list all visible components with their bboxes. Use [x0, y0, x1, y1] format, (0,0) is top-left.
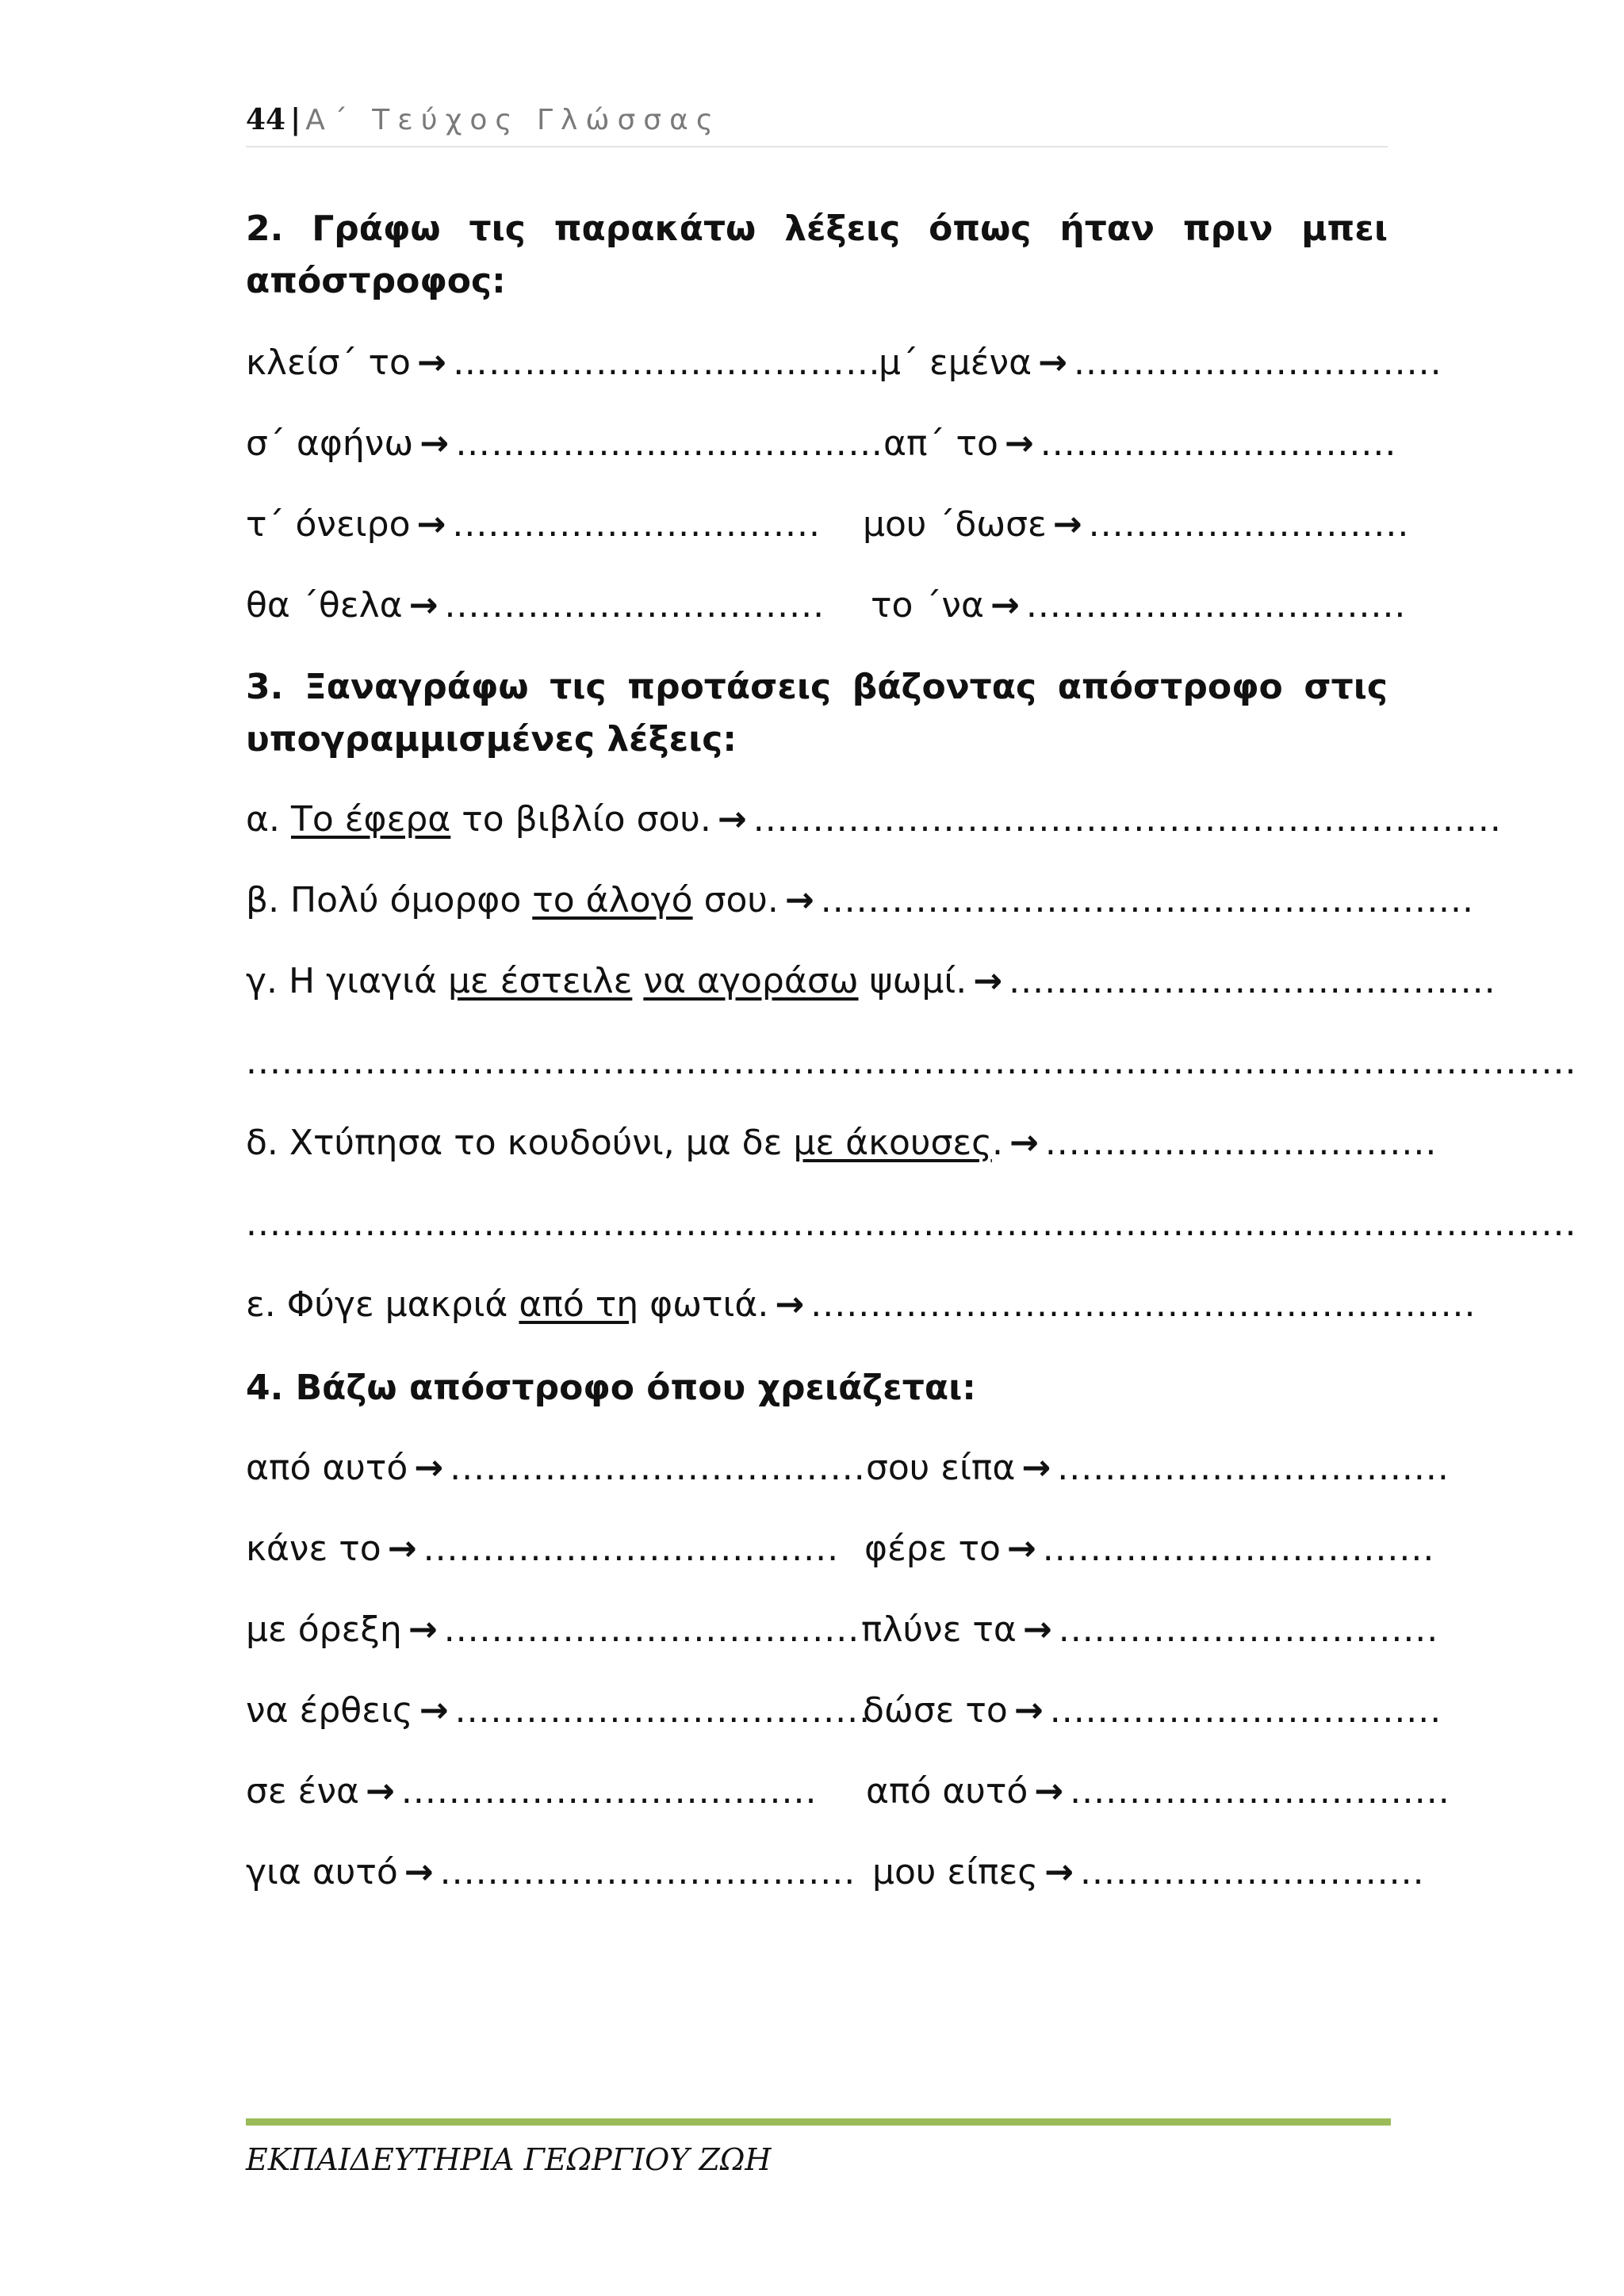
header-title: Α΄ Τεύχος Γλώσσας [305, 104, 721, 136]
ex4-item-12 [872, 1849, 1425, 1896]
ex4-item-2 [866, 1445, 1450, 1492]
exercise-3-title: 3. Ξαναγράφω τις προτάσεις βάζοντας απόστροφο στις υπογραμμισμένες λέξεις: [246, 667, 1388, 760]
ex3-sentence-a [246, 796, 1502, 844]
ex4-word: με όρεξη [246, 1609, 402, 1650]
ex4-item-7 [246, 1687, 871, 1735]
ex2-item-3 [246, 420, 883, 468]
ex4-item-10 [866, 1768, 1450, 1816]
arrow-icon: → [1052, 504, 1082, 545]
ex3-sentence-d [246, 1119, 1437, 1167]
ex4-item-1 [246, 1445, 866, 1492]
ex4-word: πλύνε τα [861, 1609, 1017, 1650]
ex4-item-5 [246, 1606, 860, 1654]
arrow-icon: → [1021, 1448, 1051, 1488]
sentence-text: το βιβλίο σου. [450, 799, 711, 840]
ex4-item-8 [863, 1687, 1442, 1735]
ex3-sentence-c [246, 958, 1496, 1005]
answer-blank[interactable]: ……………………………… [455, 423, 884, 464]
ex4-word: από αυτό [866, 1771, 1028, 1812]
answer-blank[interactable]: ................................... [439, 1852, 856, 1892]
ex2-word: μου ΄δωσε [863, 504, 1047, 545]
arrow-icon: → [414, 1448, 444, 1488]
sentence-text: γ. Η γιαγιά [246, 961, 448, 1001]
ex4-item-11 [246, 1849, 856, 1896]
arrow-icon: → [416, 504, 446, 545]
ex4-word: δώσε το [863, 1690, 1008, 1731]
page-number: 44 [246, 103, 286, 136]
arrow-icon: → [419, 423, 450, 464]
underlined-word: Το έφερα [290, 799, 451, 840]
answer-blank[interactable]: ................................ [1025, 585, 1407, 626]
sentence-text: ε. Φύγε μακριά [246, 1284, 519, 1325]
answer-blank[interactable]: ................................... [423, 1529, 840, 1569]
answer-blank[interactable]: ................................. [1057, 1448, 1450, 1488]
ex4-word: σου είπα [866, 1448, 1016, 1488]
arrow-icon: → [717, 799, 747, 840]
ex2-item-5 [246, 501, 821, 549]
ex3-sentence-d-continuation [246, 1200, 1576, 1248]
arrow-icon: → [416, 342, 446, 383]
answer-blank[interactable]: ……………………………… [452, 342, 881, 383]
answer-blank[interactable]: ....................................................... [820, 880, 1474, 920]
answer-blank[interactable]: ........................... [1088, 504, 1410, 545]
sentence-text: ψωμί. [858, 961, 967, 1001]
arrow-icon: → [408, 585, 439, 626]
ex4-item-3 [246, 1525, 839, 1573]
answer-blank[interactable]: ................................... [400, 1771, 818, 1812]
ex3-sentence-e [246, 1281, 1477, 1329]
arrow-icon: → [973, 961, 1003, 1001]
underlined-word: από τη [519, 1284, 639, 1325]
footer-divider [246, 2118, 1391, 2126]
answer-blank[interactable]: ........................................................ [810, 1284, 1477, 1325]
sentence-text: . [991, 1123, 1003, 1163]
ex2-item-6 [863, 501, 1409, 549]
sentence-text [632, 961, 643, 1001]
answer-blank[interactable]: ................................................................................................................ [246, 1042, 1577, 1082]
ex4-word: κάνε το [246, 1529, 381, 1569]
answer-blank[interactable]: .............................. [1040, 423, 1397, 464]
arrow-icon: → [404, 1852, 434, 1892]
ex2-word: θα ΄θελα [246, 585, 403, 626]
arrow-icon: → [1044, 1852, 1074, 1892]
underlined-word: με έστειλε [447, 961, 633, 1001]
ex4-item-6 [861, 1606, 1438, 1654]
ex2-item-1 [246, 339, 881, 387]
arrow-icon: → [366, 1771, 395, 1812]
arrow-icon: → [990, 585, 1020, 626]
ex2-word: το ΄να [871, 585, 984, 626]
answer-blank[interactable]: ................................ [444, 585, 825, 626]
ex4-word: από αυτό [246, 1448, 408, 1488]
arrow-icon: → [1009, 1123, 1039, 1163]
ex3-sentence-c-continuation [246, 1039, 1576, 1086]
arrow-icon: → [1013, 1690, 1044, 1731]
sentence-text: φωτιά. [638, 1284, 769, 1325]
ex4-word: για αυτό [246, 1852, 398, 1892]
header-separator: | [290, 103, 301, 136]
exercise-4-title: 4. Βάζω απόστροφο όπου χρειάζεται: [246, 1368, 976, 1408]
ex2-word: κλείσ΄ το [246, 342, 411, 383]
ex4-item-9 [246, 1768, 817, 1816]
ex2-item-8 [871, 582, 1406, 629]
answer-blank[interactable]: ......................................... [1009, 961, 1496, 1001]
sentence-text: β. Πολύ όμορφο [246, 880, 533, 920]
answer-blank[interactable]: ............................................................... [753, 799, 1502, 840]
answer-blank[interactable]: ............................. [1080, 1852, 1425, 1892]
arrow-icon: → [775, 1284, 805, 1325]
ex4-word: να έρθεις [246, 1690, 413, 1731]
ex2-item-7 [246, 582, 825, 629]
underlined-word: το άλογό [532, 880, 693, 920]
arrow-icon: → [408, 1609, 438, 1650]
ex2-word: μ΄ εμένα [879, 342, 1032, 383]
ex2-item-4 [883, 420, 1396, 468]
answer-blank[interactable]: ................................... [443, 1609, 860, 1650]
underlined-word: με άκουσες [793, 1123, 992, 1163]
ex4-word: σε ένα [246, 1771, 360, 1812]
arrow-icon: → [1038, 342, 1067, 383]
sentence-text: α. [246, 799, 291, 840]
answer-blank[interactable]: ............................... [452, 504, 821, 545]
arrow-icon: → [419, 1690, 449, 1731]
ex3-sentence-b [246, 877, 1474, 924]
exercise-2-title: 2. Γράφω τις παρακάτω λέξεις όπως ήταν πριν μπει απόστροφος: [246, 209, 1388, 301]
arrow-icon: → [784, 880, 814, 920]
ex4-word: μου είπες [872, 1852, 1039, 1892]
arrow-icon: → [387, 1529, 417, 1569]
arrow-icon: → [1034, 1771, 1064, 1812]
answer-blank[interactable]: ................................. [1042, 1529, 1435, 1569]
answer-blank[interactable]: ................................................................................................................ [246, 1203, 1577, 1244]
arrow-icon: → [1004, 423, 1034, 464]
page-header [246, 103, 1388, 147]
footer-author: ΕΚΠΑΙΔΕΥΤΗΡΙΑ ΓΕΩΡΓΙΟΥ ΖΩΗ [246, 2142, 772, 2177]
answer-blank[interactable]: ................................... [454, 1690, 871, 1731]
answer-blank[interactable]: ................................. [1044, 1123, 1438, 1163]
ex2-word: τ΄ όνειρο [246, 504, 411, 545]
ex2-word: σ΄ αφήνω [246, 423, 414, 464]
sentence-text: δ. Χτύπησα το κουδούνι, μα δε [246, 1123, 794, 1163]
ex2-word: απ΄ το [883, 423, 998, 464]
arrow-icon: → [1022, 1609, 1052, 1650]
answer-blank[interactable]: ................................. [1049, 1690, 1442, 1731]
sentence-text: σου. [692, 880, 779, 920]
arrow-icon: → [1006, 1529, 1036, 1569]
answer-blank[interactable]: ............................... [1074, 342, 1442, 383]
underlined-word: να αγοράσω [643, 961, 859, 1001]
ex4-word: φέρε το [864, 1529, 1001, 1569]
ex2-item-2 [879, 339, 1442, 387]
ex4-item-4 [864, 1525, 1434, 1573]
answer-blank[interactable]: ................................ [1070, 1771, 1450, 1812]
answer-blank[interactable]: ................................... [450, 1448, 866, 1488]
answer-blank[interactable]: ................................ [1058, 1609, 1439, 1650]
